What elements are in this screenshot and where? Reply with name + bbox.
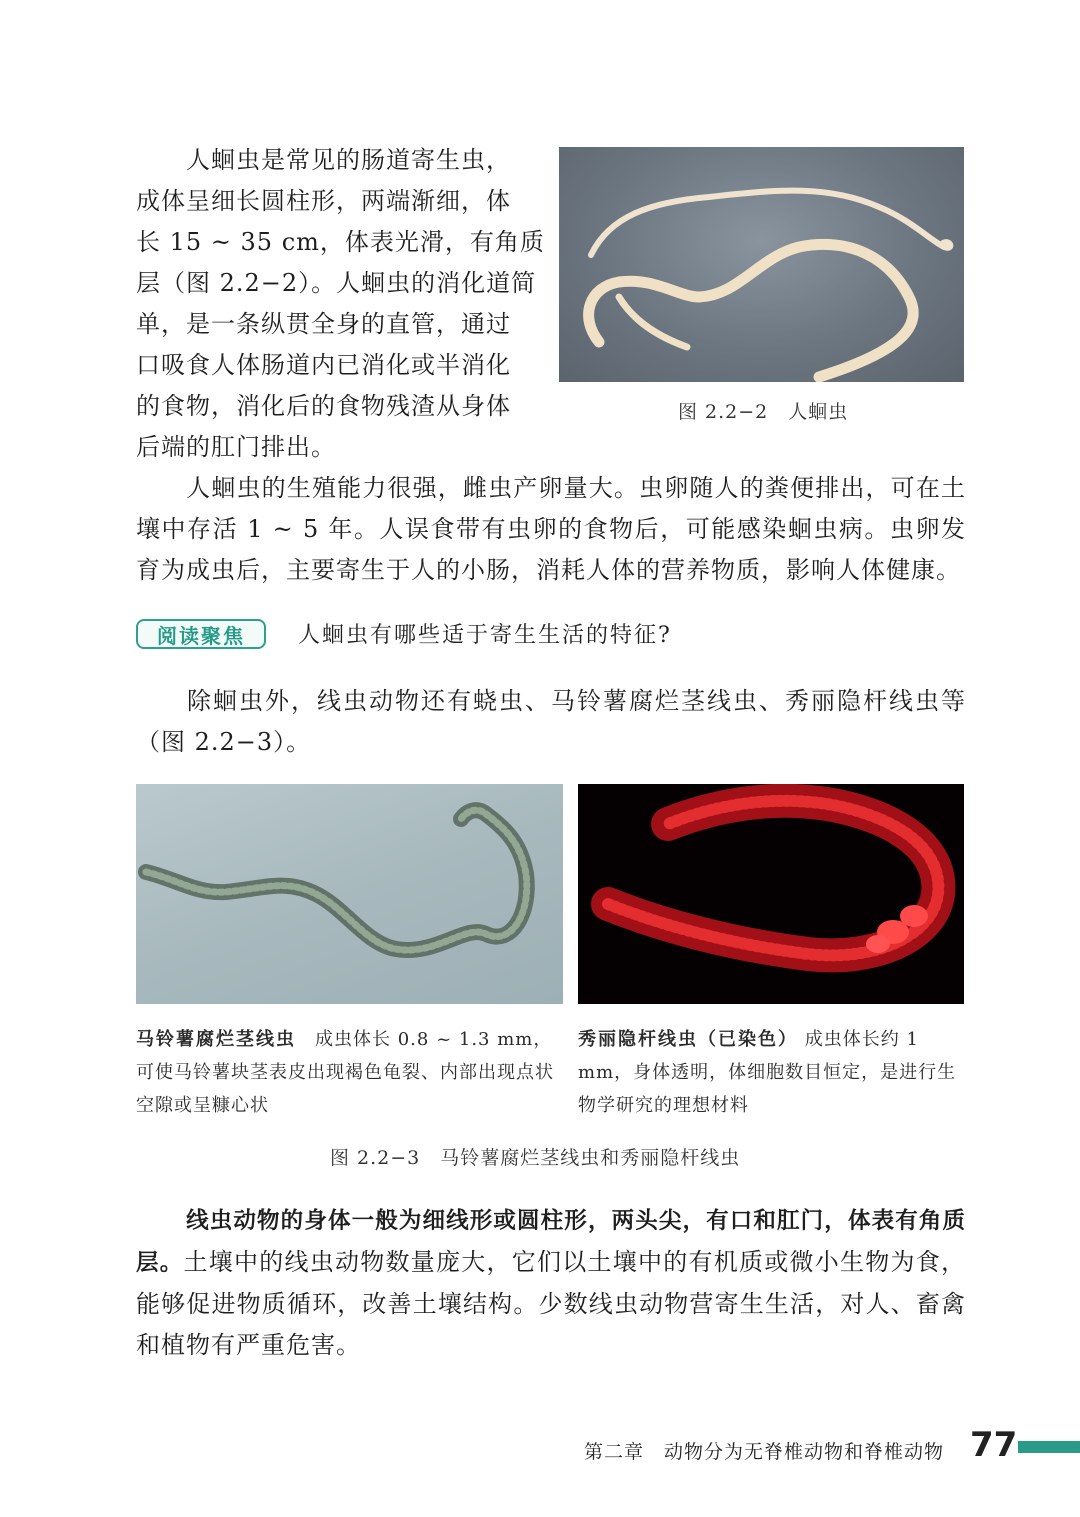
- summary-bold: 线虫动物的身体一般为细线形或圆柱形，两头尖，有口和肛门，体表有角质层。: [136, 1208, 966, 1276]
- figure-2-2-2-caption: 图 2.2−2 人蛔虫: [678, 401, 849, 423]
- c-elegans-name: 秀丽隐杆线虫（已染色）: [578, 1029, 798, 1050]
- stem-nematode-desc: 成虫体长 0.8 ~ 1.3 mm，可使马铃薯块茎表皮出现褐色龟裂、内部出现点状空隙或呈糠心状: [136, 1029, 554, 1116]
- c-elegans-desc: 成虫体长约 1 mm，身体透明，体细胞数目恒定，是进行生物学研究的理想材料: [578, 1029, 957, 1116]
- stem-nematode-photo: [136, 784, 563, 1004]
- stem-nematode-name: 马铃薯腐烂茎线虫: [136, 1029, 296, 1050]
- other-nematodes-paragraph: [136, 681, 966, 763]
- intro-line: 人蛔虫是常见的肠道寄生虫，: [186, 146, 511, 174]
- intro-line: 成体呈细长圆柱形，两端渐细，体: [136, 187, 511, 215]
- intro-line: 长 15 ~ 35 cm，体表光滑，有角质: [136, 228, 545, 256]
- footer-accent-bar: [1018, 1441, 1080, 1453]
- c-elegans-photo: [578, 784, 964, 1004]
- summary-paragraph: [136, 1200, 966, 1366]
- intro-line: 的食物，消化后的食物残渣从身体: [136, 392, 511, 420]
- roundworm-illustration: [559, 147, 964, 382]
- roundworm-photo: [559, 147, 964, 382]
- other-nematodes-text: 除蛔虫外，线虫动物还有蛲虫、马铃薯腐烂茎线虫、秀丽隐杆线虫等（图 2.2−3）。: [136, 687, 966, 756]
- reproduction-paragraph: [136, 468, 966, 591]
- intro-line: 层（图 2.2−2）。人蛔虫的消化道简: [136, 269, 537, 297]
- c-elegans-caption: [578, 1023, 966, 1122]
- intro-line: 单，是一条纵贯全身的直管，通过: [136, 310, 511, 338]
- stem-nematode-illustration: [136, 784, 563, 1004]
- intro-line: 口吸食人体肠道内已消化或半消化: [136, 351, 511, 379]
- intro-paragraph: [136, 140, 545, 468]
- page-number: 77: [970, 1425, 1018, 1465]
- summary-text: 土壤中的线虫动物数量庞大，它们以土壤中的有机质或微小生物为食，能够促进物质循环，改善土壤结构。少数线虫动物营寄生生活，对人、畜禽和植物有严重危害。: [136, 1248, 966, 1359]
- reproduction-text: 人蛔虫的生殖能力很强，雌虫产卵量大。虫卵随人的粪便排出，可在土壤中存活 1 ~ 5 年。人误食带有虫卵的食物后，可能感染蛔虫病。虫卵发育为成虫后，主要寄生于人的小肠，消耗人体的营养物质，影响人体健康。: [136, 474, 966, 584]
- reading-focus-badge: 阅读聚焦: [136, 619, 266, 649]
- chapter-title: 第二章 动物分为无脊椎动物和脊椎动物: [583, 1441, 944, 1463]
- stem-nematode-caption: [136, 1023, 561, 1122]
- figure-2-2-3-caption: 图 2.2−3 马铃薯腐烂茎线虫和秀丽隐杆线虫: [330, 1147, 741, 1169]
- intro-line: 后端的肛门排出。: [136, 433, 336, 461]
- c-elegans-illustration: [578, 784, 964, 1004]
- reading-focus-question: 人蛔虫有哪些适于寄生生活的特征?: [298, 623, 672, 648]
